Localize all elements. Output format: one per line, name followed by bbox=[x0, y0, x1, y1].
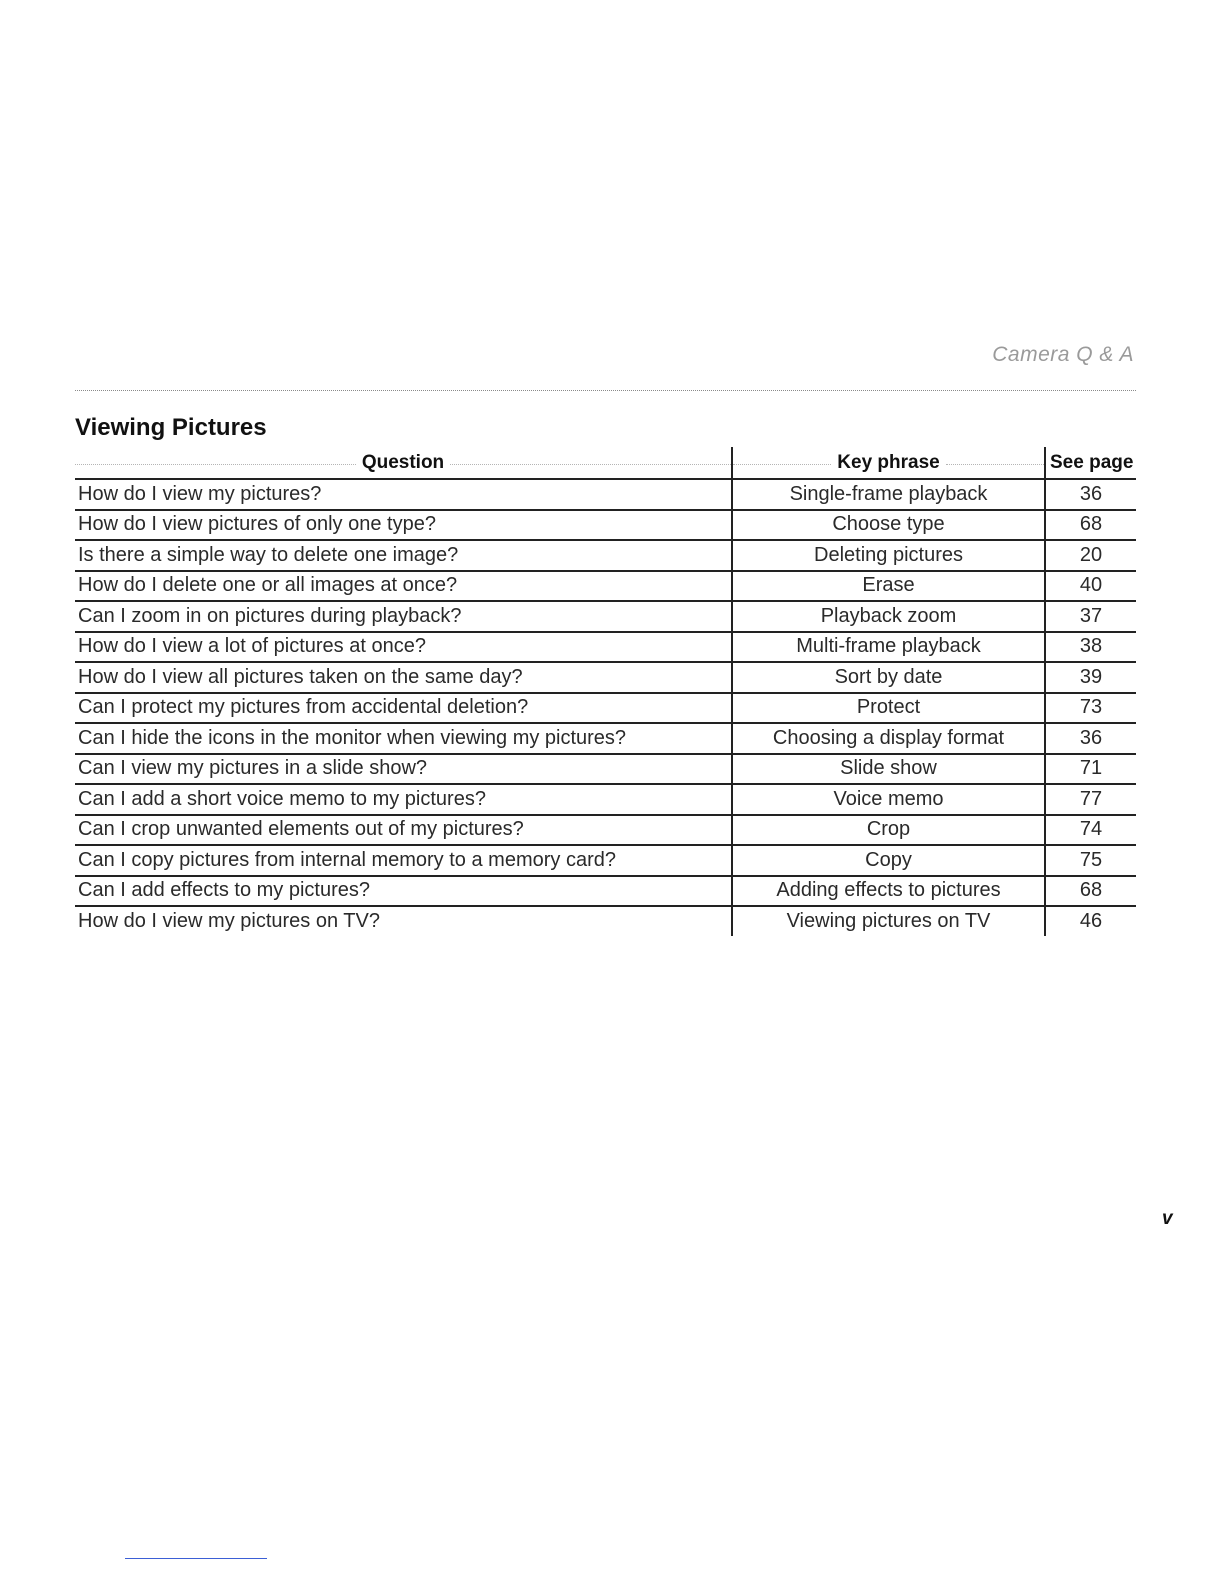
table-row bbox=[75, 784, 1136, 815]
see-page-cell: 73 bbox=[1045, 693, 1136, 724]
key-phrase-cell: Crop bbox=[732, 815, 1045, 846]
see-page-cell: 36 bbox=[1045, 723, 1136, 754]
page-number: v bbox=[1162, 1208, 1173, 1229]
table-row bbox=[75, 906, 1136, 936]
table-row bbox=[75, 845, 1136, 876]
question-cell: Can I protect my pictures from accidental deletion? bbox=[75, 693, 732, 724]
column-header-question bbox=[75, 447, 732, 479]
header-divider bbox=[75, 390, 1136, 391]
running-header: Camera Q & A bbox=[992, 343, 1134, 366]
question-cell: How do I view my pictures on TV? bbox=[78, 909, 380, 932]
key-phrase-cell: Adding effects to pictures bbox=[732, 876, 1045, 907]
see-page-cell: 40 bbox=[1045, 571, 1136, 602]
question-cell: How do I delete one or all images at once? bbox=[75, 571, 732, 602]
key-phrase-cell: Slide show bbox=[732, 754, 1045, 785]
header-leader-dots bbox=[450, 464, 731, 465]
table-body bbox=[75, 479, 1136, 936]
see-page-cell: 71 bbox=[1045, 754, 1136, 785]
question-cell: How do I view a lot of pictures at once? bbox=[75, 632, 732, 663]
see-page-cell: 75 bbox=[1045, 845, 1136, 876]
column-header-key-phrase bbox=[732, 447, 1045, 479]
question-cell: Can I copy pictures from internal memory to a memory card? bbox=[75, 845, 732, 876]
table-row bbox=[75, 815, 1136, 846]
question-cell: Can I hide the icons in the monitor when viewing my pictures? bbox=[75, 723, 732, 754]
key-phrase-cell: Playback zoom bbox=[732, 601, 1045, 632]
question-cell: Can I zoom in on pictures during playback? bbox=[75, 601, 732, 632]
column-header-key-phrase-label: Key phrase bbox=[837, 452, 940, 473]
key-phrase-cell: Copy bbox=[732, 845, 1045, 876]
column-header-question-label: Question bbox=[361, 452, 445, 473]
see-page-cell: 77 bbox=[1045, 784, 1136, 815]
see-page-cell: 46 bbox=[1045, 906, 1136, 936]
key-phrase-cell: Single-frame playback bbox=[732, 479, 1045, 510]
see-page-cell: 68 bbox=[1045, 510, 1136, 541]
question-cell: How do I view pictures of only one type? bbox=[75, 510, 732, 541]
table-row bbox=[75, 876, 1136, 907]
see-page-cell: 39 bbox=[1045, 662, 1136, 693]
see-page-cell: 74 bbox=[1045, 815, 1136, 846]
key-phrase-cell: Erase bbox=[732, 571, 1045, 602]
question-cell: Can I add effects to my pictures? bbox=[75, 876, 732, 907]
table-row bbox=[75, 601, 1136, 632]
footer-link-underline bbox=[125, 1558, 267, 1559]
table-header-row bbox=[75, 447, 1136, 479]
table-row bbox=[75, 754, 1136, 785]
question-cell: Can I add a short voice memo to my pictures? bbox=[75, 784, 732, 815]
table-row bbox=[75, 479, 1136, 510]
see-page-cell: 20 bbox=[1045, 540, 1136, 571]
key-phrase-cell: Protect bbox=[732, 693, 1045, 724]
header-leader-dots bbox=[75, 464, 356, 465]
key-phrase-cell: Deleting pictures bbox=[732, 540, 1045, 571]
table-row bbox=[75, 510, 1136, 541]
key-phrase-cell: Choosing a display format bbox=[732, 723, 1045, 754]
table-row bbox=[75, 693, 1136, 724]
key-phrase-cell: Voice memo bbox=[732, 784, 1045, 815]
header-leader-dots bbox=[733, 464, 831, 465]
table-row bbox=[75, 723, 1136, 754]
table-row bbox=[75, 540, 1136, 571]
question-cell: Is there a simple way to delete one image? bbox=[75, 540, 732, 571]
see-page-cell: 68 bbox=[1045, 876, 1136, 907]
column-header-see-page bbox=[1045, 447, 1136, 479]
section-title: Viewing Pictures bbox=[75, 414, 267, 441]
table-row bbox=[75, 571, 1136, 602]
question-cell: Can I view my pictures in a slide show? bbox=[75, 754, 732, 785]
see-page-cell: 36 bbox=[1045, 479, 1136, 510]
header-leader-dots bbox=[946, 464, 1044, 465]
table-row bbox=[75, 662, 1136, 693]
question-cell: How do I view all pictures taken on the same day? bbox=[75, 662, 732, 693]
qa-table bbox=[75, 447, 1136, 936]
question-cell: How do I view my pictures? bbox=[75, 479, 732, 510]
key-phrase-cell: Multi-frame playback bbox=[732, 632, 1045, 663]
question-cell: Can I crop unwanted elements out of my pictures? bbox=[75, 815, 732, 846]
key-phrase-cell: Viewing pictures on TV bbox=[732, 906, 1045, 936]
key-phrase-cell: Sort by date bbox=[732, 662, 1045, 693]
table-row bbox=[75, 632, 1136, 663]
see-page-cell: 37 bbox=[1045, 601, 1136, 632]
column-header-see-page-label: See page bbox=[1050, 452, 1134, 473]
see-page-cell: 38 bbox=[1045, 632, 1136, 663]
key-phrase-cell: Choose type bbox=[732, 510, 1045, 541]
